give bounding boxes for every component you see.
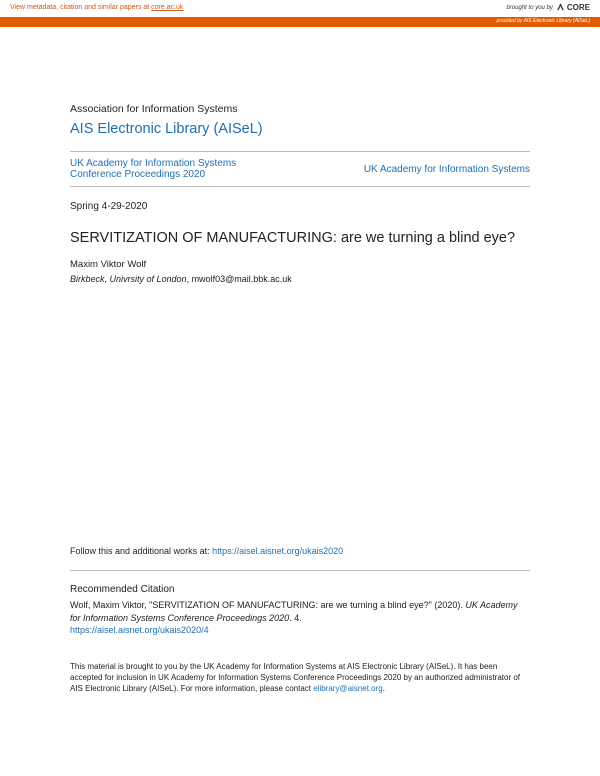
citation-body: Wolf, Maxim Viktor, "SERVITIZATION OF MANUFACTURING: are we turning a blind eye?" (2020). [70, 600, 466, 610]
citation-text [70, 599, 530, 637]
notice-end: . [382, 684, 385, 693]
brought-by-text: brought to you by [506, 4, 553, 11]
core-view-text: View metadata, citation and similar papers at [10, 4, 152, 11]
core-provided-text: provided by AIS Electronic Library (AISeL) [496, 18, 590, 24]
contact-email-link[interactable]: elibrary@aisnet.org [313, 684, 383, 693]
divider-top [70, 151, 530, 152]
core-metadata-notice [10, 4, 183, 11]
core-link[interactable]: core.ac.uk [151, 4, 184, 11]
follow-works [70, 546, 530, 556]
association-name: Association for Information Systems [70, 103, 238, 115]
series-link-proceedings[interactable] [70, 158, 280, 180]
author-email: , mwolf03@mail.bbk.ac.uk [186, 274, 292, 284]
citation-source: UK Academy for Information Systems Conference Proceedings 2020 [70, 600, 518, 623]
author-name[interactable]: Maxim Viktor Wolf [70, 259, 147, 270]
core-top-bar [0, 0, 600, 16]
series-link-line1: UK Academy for Information Systems [70, 158, 237, 169]
core-logo[interactable] [556, 3, 590, 12]
affiliation-name: Birkbeck, Univrsity of London [70, 274, 187, 284]
notice-text: This material is brought to you by the UK Academy for Information Systems at AIS Electronic Library (AISeL). It has been accepted for inclusion in UK Academy for Information Systems Conference Proceedings 2020 by an authorized administrator of AIS Electronic Library (AISeL). For more information, please contact [70, 662, 521, 693]
citation-link[interactable]: https://aisel.aisnet.org/ukais2020/4 [70, 625, 209, 635]
series-link-ukais[interactable]: UK Academy for Information Systems [363, 164, 530, 175]
follow-link[interactable]: https://aisel.aisnet.org/ukais2020 [212, 546, 344, 556]
series-link-line2: Conference Proceedings 2020 [70, 169, 206, 180]
core-logo-text: CORE [566, 3, 590, 12]
citation-heading: Recommended Citation [70, 584, 175, 595]
core-brought-by [507, 3, 591, 12]
divider-series [70, 186, 530, 187]
paper-title: SERVITIZATION OF MANUFACTURING: are we turning a blind eye? [70, 230, 516, 246]
author-affiliation [70, 274, 530, 284]
citation-number: . 4. [289, 612, 302, 623]
core-provided-strip [0, 17, 600, 27]
divider-citation [70, 570, 530, 571]
follow-text: Follow this and additional works at: [70, 546, 213, 556]
publication-date: Spring 4-29-2020 [70, 201, 148, 212]
library-notice [70, 661, 525, 694]
core-logo-icon [556, 3, 565, 12]
core-banner [0, 0, 600, 28]
library-link[interactable]: AIS Electronic Library (AISeL) [70, 121, 263, 137]
